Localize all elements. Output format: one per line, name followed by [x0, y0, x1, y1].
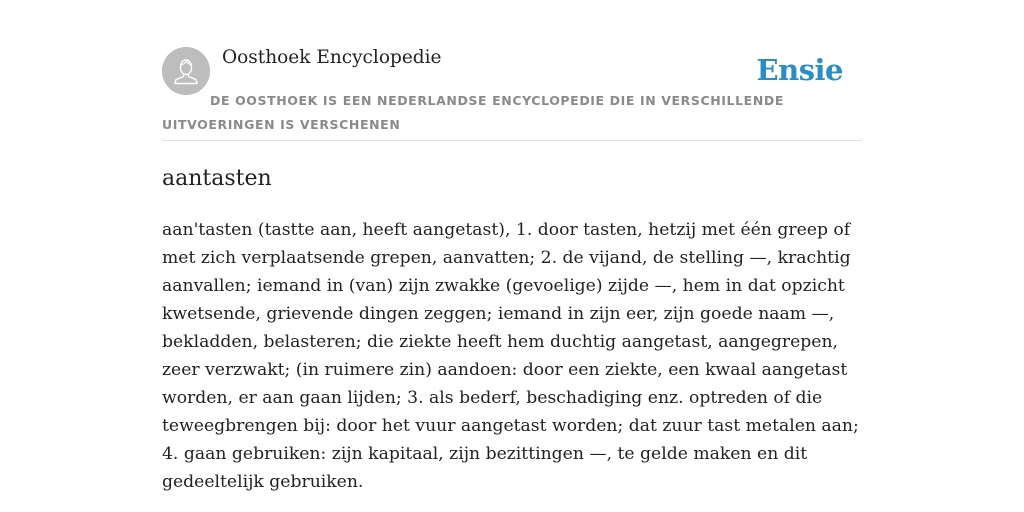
ensie-logo-link[interactable]: Ensie — [756, 53, 843, 87]
source-title-link[interactable]: Oosthoek Encyclopedie — [222, 47, 442, 68]
entry-title: aantasten — [162, 166, 272, 191]
user-avatar-icon[interactable] — [162, 47, 210, 95]
entry-definition: aan'tasten (tastte aan, heeft aangetast), 1. door tasten, hetzij met één greep of met zich verplaatsende grepen, aanvatten; 2. de vijand, de stelling —, krachtig aanvallen; iemand in (van) zijn zwakke (gevoelige) zijde —, hem in dat opzicht kwetsende, grievende dingen zeggen; iemand in zijn eer, zijn goede naam —, bekladden, belasteren; die ziekte heeft hem duchtig aangetast, aangegrepen, zeer verzwakt; (in ruimere zin) aandoen: door een ziekte, een kwaal aangetast worden, er aan gaan lijden; 3. als bederf, beschadiging enz. optreden of die teweegbrengen bij: door het vuur aangetast worden; dat zuur tast metalen aan; 4. gaan gebruiken: zijn kapitaal, zijn bezittingen —, te gelde maken en dit gedeeltelijk gebruiken. — [162, 220, 859, 492]
person-outline-icon — [162, 47, 210, 95]
source-header — [162, 0, 862, 141]
source-description: DE OOSTHOEK IS EEN NEDERLANDSE ENCYCLOPEDIE DIE IN VERSCHILLENDE UITVOERINGEN IS VERSCHENEN — [162, 93, 784, 132]
